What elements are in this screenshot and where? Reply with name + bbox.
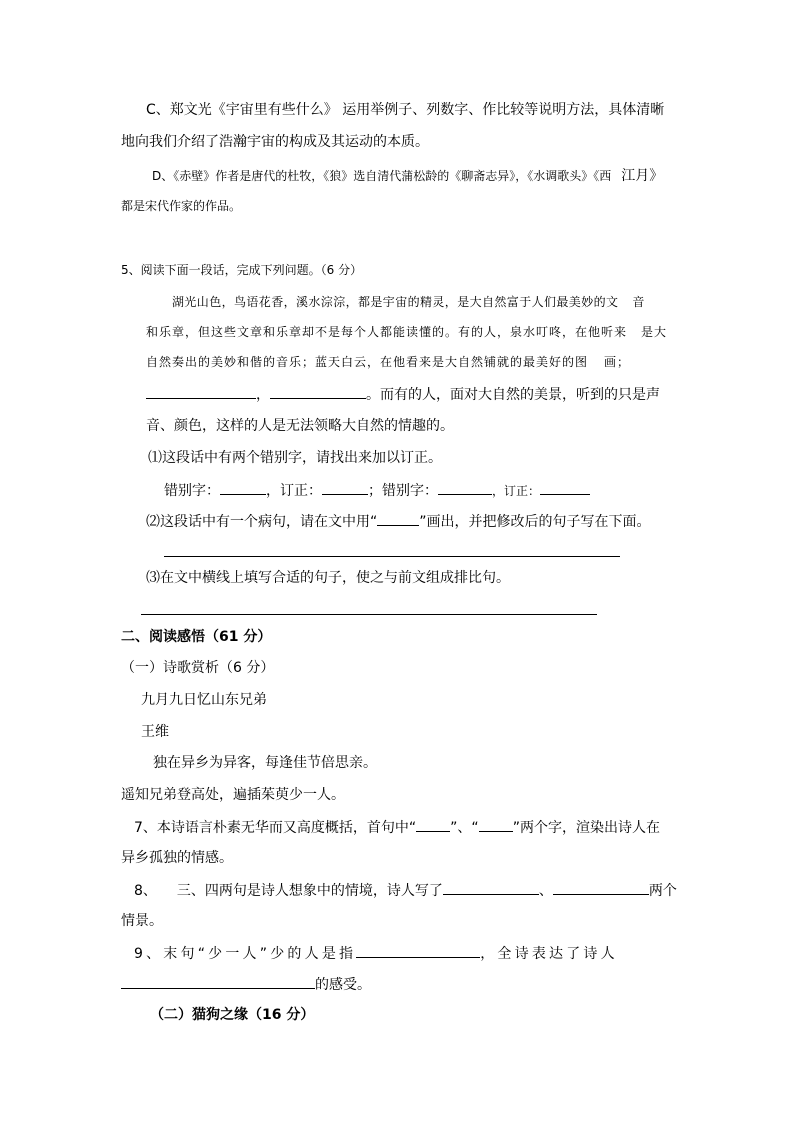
option-d-line2: 都是宋代作家的作品。: [121, 199, 242, 213]
q7-line1: [134, 817, 660, 838]
q8-blank-1[interactable]: [443, 880, 539, 895]
answer-line-sub3[interactable]: [141, 614, 597, 615]
q5-passage-line2-a: 和乐章，但这些文章和乐章却不是每个人都能读懂的。有的人，泉水叮咚，在他听来: [146, 325, 628, 339]
q5-passage-line1-a: 湖光山色，鸟语花香，溪水淙淙，都是宇宙的精灵，是大自然富于人们最美妙的文: [172, 295, 619, 309]
poem-line2: 遥知兄弟登高处，遍插茱萸少一人。: [121, 787, 345, 803]
option-d-text-b: 江月》: [621, 168, 664, 184]
underline-sample: [377, 511, 419, 526]
part1-heading: （一）诗歌赏析（6 分）: [121, 660, 275, 676]
blank-sentence-1[interactable]: [146, 384, 256, 399]
q5-passage-line2: [146, 322, 667, 342]
poem-title: 九月九日忆山东兄弟: [141, 692, 267, 708]
answer-line-sub2[interactable]: [164, 556, 620, 557]
q9-b: ，全诗表达了诗人: [480, 946, 618, 962]
q8-line2: 情景。: [121, 913, 163, 929]
q8-line1: [134, 880, 677, 901]
option-c-line1: C、郑文光《宇宙里有些什么》 运用举例子、列数字、作比较等说明方法，具体清晰: [146, 102, 665, 118]
q5-title: 5、阅读下面一段话，完成下列问题。（6 分）: [121, 263, 363, 277]
q9-blank-2[interactable]: [121, 974, 315, 989]
typo-label-2: ；错别字：: [368, 483, 438, 499]
q7-c: ”两个字，渲染出诗人在: [512, 820, 660, 836]
q5-sub2-a: ⑵这段话中有一个病句，请在文中用“: [146, 514, 378, 530]
q8-num: 8、: [134, 883, 157, 899]
q5-sub2-b: ”画出，并把修改后的句子写在下面。: [419, 514, 651, 530]
typo-label-1: 错别字：: [164, 483, 220, 499]
q5-sep: ，: [256, 387, 270, 403]
q7-line2: 异乡孤独的情感。: [121, 850, 233, 866]
q9-line2: [121, 974, 371, 995]
q7-b: ”、“: [450, 820, 479, 836]
q5-passage-line5: 音、颜色，这样的人是无法领略大自然的情趣的。: [146, 418, 454, 434]
q5-passage-line2-b: 是大: [641, 325, 668, 339]
blank-sentence-2[interactable]: [270, 384, 366, 399]
q5-passage-line1-b: 音: [632, 295, 645, 309]
q5-passage-line3: [146, 352, 630, 372]
q8-c: 两个: [648, 883, 677, 899]
q9-a: 9、末句“少一人”少的人是指: [134, 946, 357, 962]
option-d-text-a: D、《赤壁》作者是唐代的杜牧，《狼》选自清代蒲松龄的《聊斋志异》，《水调歌头》《西: [152, 169, 612, 183]
q5-passage-line4-rest: 。而有的人，面对大自然的美景，听到的只是声: [366, 387, 660, 403]
part2-heading: （二）猫狗之缘（16 分）: [150, 1007, 315, 1023]
option-c-line2: 地向我们介绍了浩瀚宇宙的构成及其运动的本质。: [121, 134, 429, 150]
q7-a: 7、本诗语言朴素无华而又高度概括，首句中“: [134, 820, 417, 836]
q5-sub2: [146, 511, 651, 532]
q5-passage-line4: [146, 384, 660, 405]
q9-line2-end: 的感受。: [315, 977, 371, 993]
typo-blank-2[interactable]: [438, 480, 492, 495]
q5-passage-line1: [172, 292, 645, 312]
q8-b: 、: [538, 883, 553, 899]
poem-line1: 独在异乡为异客，每逢佳节倍思亲。: [153, 755, 377, 771]
q5-passage-line3-a: 自然奏出的美妙和偕的音乐；蓝天白云，在他看来是大自然铺就的最美好的图: [146, 355, 589, 369]
q8-a: 三、四两句是诗人想象中的情境，诗人写了: [176, 883, 443, 899]
correct-label-2: ，订正：: [492, 484, 541, 498]
correct-blank-1[interactable]: [322, 480, 368, 495]
q5-sub3: ⑶在文中横线上填写合适的句子，使之与前文组成排比句。: [146, 570, 510, 586]
correct-label-1: ，订正：: [266, 483, 322, 499]
q5-passage-line3-b: 画；: [604, 355, 631, 369]
option-d-line1: [152, 166, 663, 186]
q7-blank-1[interactable]: [416, 817, 450, 832]
q5-sub1-answers: [164, 480, 590, 501]
correct-blank-2[interactable]: [540, 480, 590, 495]
poem-author: 王维: [141, 724, 169, 740]
typo-blank-1[interactable]: [220, 480, 266, 495]
section-heading: 二、阅读感悟（61 分）: [121, 629, 272, 645]
q9-line1: [134, 943, 618, 964]
q5-sub1: ⑴这段话中有两个错别字，请找出来加以订正。: [148, 450, 442, 466]
q7-blank-2[interactable]: [479, 817, 513, 832]
q9-blank-1[interactable]: [356, 943, 480, 958]
q8-blank-2[interactable]: [553, 880, 649, 895]
